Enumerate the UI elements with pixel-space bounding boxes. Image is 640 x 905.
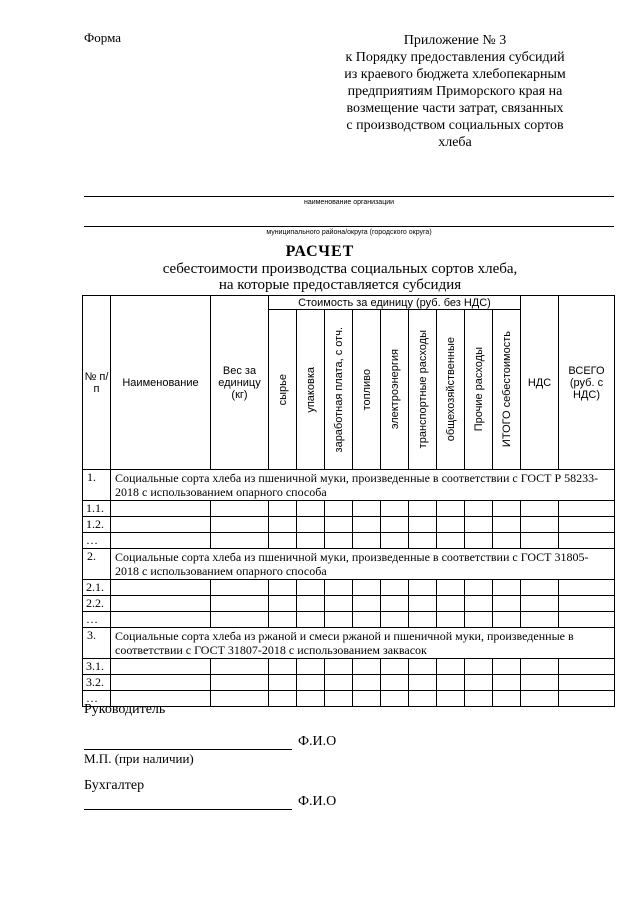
table-cell[interactable] — [409, 612, 437, 628]
col-name-header — [111, 296, 211, 470]
appendix-line: к Порядку предоставления субсидий — [345, 50, 565, 65]
accountant-signature-line[interactable] — [84, 809, 292, 810]
table-cell[interactable] — [111, 612, 211, 628]
table-cell[interactable] — [269, 501, 297, 517]
table-cell[interactable] — [465, 517, 493, 533]
col-num-header — [83, 296, 111, 470]
appendix-block — [330, 32, 580, 151]
cost-col-label: электроэнергия — [388, 349, 401, 430]
table-cell[interactable] — [559, 517, 615, 533]
cost-col-header — [409, 310, 437, 470]
table-row — [83, 517, 615, 533]
table-cell[interactable] — [211, 501, 269, 517]
table-cell[interactable] — [381, 501, 409, 517]
cost-col-label: транспортные расходы — [416, 330, 429, 449]
table-row — [83, 533, 615, 549]
organization-caption: наименование организации — [303, 199, 395, 206]
table-cell[interactable] — [493, 517, 521, 533]
col-name-label: Наименование — [122, 376, 199, 389]
table-cell[interactable] — [521, 691, 559, 707]
table-cell[interactable] — [381, 517, 409, 533]
appendix-line: предприятиям Приморского края на — [347, 84, 563, 99]
table-cell[interactable] — [493, 501, 521, 517]
table-cell[interactable] — [493, 596, 521, 612]
cost-col-header — [465, 310, 493, 470]
accountant-fio: Ф.И.О — [298, 794, 337, 809]
table-cell[interactable] — [381, 691, 409, 707]
appendix-line: с производством социальных сортов — [346, 118, 564, 133]
table-cell[interactable] — [211, 691, 269, 707]
table-cell[interactable] — [409, 533, 437, 549]
row-num: 1.1. — [83, 501, 111, 517]
table-cell[interactable] — [269, 691, 297, 707]
table-cell[interactable] — [437, 580, 465, 596]
table-cell[interactable] — [559, 691, 615, 707]
table-cell[interactable] — [409, 501, 437, 517]
cost-group-label: Стоимость за единицу (руб. без НДС) — [298, 296, 491, 309]
col-weight-header — [211, 296, 269, 470]
section-num: 2. — [83, 549, 111, 580]
form-label: Форма — [84, 30, 121, 45]
table-cell[interactable] — [211, 675, 269, 691]
table-cell[interactable] — [353, 596, 381, 612]
table-cell[interactable] — [211, 517, 269, 533]
table-cell[interactable] — [111, 533, 211, 549]
table-cell[interactable] — [521, 612, 559, 628]
col-total-header — [559, 296, 615, 470]
table-cell[interactable] — [381, 580, 409, 596]
cost-col-header — [297, 310, 325, 470]
document-title: РАСЧЕТ — [285, 243, 355, 260]
table-cell[interactable] — [269, 659, 297, 675]
cost-col-header — [437, 310, 465, 470]
table-row — [83, 501, 615, 517]
table-cell[interactable] — [493, 612, 521, 628]
table-cell[interactable] — [325, 517, 353, 533]
table-cell[interactable] — [465, 659, 493, 675]
table-cell[interactable] — [493, 659, 521, 675]
section-text: Социальные сорта хлеба из пшеничной муки, произведенные в соответствии с ГОСТ 31805-2018 с использованием опарного способа — [111, 549, 615, 580]
table-cell[interactable] — [353, 675, 381, 691]
row-num: 3.1. — [83, 659, 111, 675]
table-cell[interactable] — [269, 612, 297, 628]
table-cell[interactable] — [381, 596, 409, 612]
cost-col-header — [381, 310, 409, 470]
head-signature-line[interactable] — [84, 749, 292, 750]
table-cell[interactable] — [325, 659, 353, 675]
table-cell[interactable] — [297, 659, 325, 675]
table-cell[interactable] — [465, 691, 493, 707]
table-row — [83, 659, 615, 675]
cost-col-label: сырье — [276, 373, 289, 406]
table-cell[interactable] — [409, 580, 437, 596]
table-cell[interactable] — [211, 612, 269, 628]
table-cell[interactable] — [325, 533, 353, 549]
table-cell[interactable] — [325, 612, 353, 628]
appendix-line: Приложение № 3 — [403, 33, 507, 48]
table-cell[interactable] — [211, 533, 269, 549]
table-cell[interactable] — [297, 501, 325, 517]
table-cell[interactable] — [437, 659, 465, 675]
table-cell[interactable] — [381, 675, 409, 691]
table-cell[interactable] — [409, 675, 437, 691]
table-cell[interactable] — [521, 501, 559, 517]
row-num: … — [83, 533, 111, 549]
table-cell[interactable] — [325, 501, 353, 517]
district-field-line — [84, 226, 614, 227]
row-num: 2.2. — [83, 596, 111, 612]
col-num-label: № п/п — [84, 370, 109, 395]
table-cell[interactable] — [353, 533, 381, 549]
table-cell[interactable] — [437, 533, 465, 549]
table-cell[interactable] — [269, 596, 297, 612]
table-cell[interactable] — [269, 533, 297, 549]
table-cell[interactable] — [269, 675, 297, 691]
cost-col-label: топливо — [360, 368, 373, 411]
table-cell[interactable] — [325, 596, 353, 612]
cost-col-label: заработная плата, с отч. — [332, 326, 345, 453]
cost-col-header — [353, 310, 381, 470]
table-cell[interactable] — [381, 533, 409, 549]
head-label: Руководитель — [84, 702, 166, 717]
table-cell[interactable] — [559, 501, 615, 517]
table-cell[interactable] — [465, 612, 493, 628]
cost-col-label: общехозяйственные — [444, 337, 457, 442]
appendix-line: хлеба — [438, 135, 472, 150]
table-cell[interactable] — [211, 659, 269, 675]
table-cell[interactable] — [521, 533, 559, 549]
table-cell[interactable] — [353, 580, 381, 596]
table-cell[interactable] — [493, 533, 521, 549]
table-cell[interactable] — [521, 675, 559, 691]
table-cell[interactable] — [325, 580, 353, 596]
table-cell[interactable] — [465, 596, 493, 612]
row-num: … — [83, 612, 111, 628]
table-cell[interactable] — [409, 517, 437, 533]
col-vat-label: НДС — [527, 376, 552, 389]
cost-group-header — [269, 296, 521, 310]
appendix-line: возмещение части затрат, связанных — [346, 101, 564, 116]
table-cell[interactable] — [297, 675, 325, 691]
table-cell[interactable] — [521, 596, 559, 612]
table-cell[interactable] — [381, 612, 409, 628]
table-cell[interactable] — [559, 596, 615, 612]
table-cell[interactable] — [437, 675, 465, 691]
table-cell[interactable] — [111, 501, 211, 517]
table-cell[interactable] — [437, 596, 465, 612]
table-cell[interactable] — [297, 612, 325, 628]
table-cell[interactable] — [111, 596, 211, 612]
head-fio: Ф.И.О — [298, 734, 337, 749]
row-num: 3.2. — [83, 675, 111, 691]
table-cell[interactable] — [521, 580, 559, 596]
table-cell[interactable] — [409, 691, 437, 707]
cost-col-header — [493, 310, 521, 470]
table-cell[interactable] — [559, 675, 615, 691]
row-num: 1.2. — [83, 517, 111, 533]
table-row — [83, 580, 615, 596]
table-row — [83, 612, 615, 628]
cost-table — [82, 295, 615, 707]
table-cell[interactable] — [437, 501, 465, 517]
table-cell[interactable] — [353, 517, 381, 533]
table-cell[interactable] — [353, 691, 381, 707]
table-cell[interactable] — [437, 691, 465, 707]
table-cell[interactable] — [297, 533, 325, 549]
row-num: … — [83, 691, 111, 707]
table-cell[interactable] — [211, 580, 269, 596]
table-row — [83, 675, 615, 691]
table-cell[interactable] — [269, 517, 297, 533]
table-cell[interactable] — [521, 517, 559, 533]
cost-col-label: упаковка — [304, 366, 317, 413]
table-cell[interactable] — [111, 580, 211, 596]
district-caption: муниципального района/округа (городского округа) — [266, 229, 432, 236]
subtitle-line: на которые предоставляется субсидия — [218, 277, 462, 293]
cost-col-header — [269, 310, 297, 470]
table-cell[interactable] — [465, 580, 493, 596]
col-total-label: ВСЕГО (руб. с НДС) — [568, 364, 605, 401]
table-cell[interactable] — [559, 580, 615, 596]
cost-col-header — [325, 310, 353, 470]
stamp-note: М.П. (при наличии) — [84, 751, 194, 766]
section-text: Социальные сорта хлеба из ржаной и смеси ржаной и пшеничной муки, произведенные в соответствии с ГОСТ 31807-2018 с использованием заквасок — [111, 628, 615, 659]
row-num: 2.1. — [83, 580, 111, 596]
table-cell[interactable] — [409, 596, 437, 612]
table-cell[interactable] — [409, 659, 437, 675]
cost-col-label: ИТОГО себестоимость — [500, 331, 513, 448]
table-cell[interactable] — [297, 596, 325, 612]
appendix-line: из краевого бюджета хлебопекарным — [344, 67, 566, 82]
table-cell[interactable] — [493, 675, 521, 691]
table-cell[interactable] — [297, 517, 325, 533]
col-vat-header — [521, 296, 559, 470]
table-cell[interactable] — [325, 691, 353, 707]
table-cell[interactable] — [353, 612, 381, 628]
table-cell[interactable] — [353, 501, 381, 517]
section-text: Социальные сорта хлеба из пшеничной муки, произведенные в соответствии с ГОСТ Р 58233-2018 с использованием опарного способа — [111, 470, 615, 501]
table-cell[interactable] — [559, 612, 615, 628]
table-cell[interactable] — [111, 517, 211, 533]
table-cell[interactable] — [269, 580, 297, 596]
table-cell[interactable] — [521, 659, 559, 675]
organization-field-line — [84, 196, 614, 197]
document-subtitle — [150, 261, 530, 293]
table-cell[interactable] — [437, 517, 465, 533]
table-cell[interactable] — [465, 533, 493, 549]
table-cell[interactable] — [559, 659, 615, 675]
table-cell[interactable] — [381, 659, 409, 675]
table-cell[interactable] — [559, 533, 615, 549]
cost-col-label: Прочие расходы — [472, 347, 485, 432]
table-cell[interactable] — [297, 691, 325, 707]
section-num: 3. — [83, 628, 111, 659]
section-num: 1. — [83, 470, 111, 501]
subtitle-line: себестоимости производства социальных сортов хлеба, — [162, 261, 518, 277]
table-cell[interactable] — [353, 659, 381, 675]
table-cell[interactable] — [111, 659, 211, 675]
table-row — [83, 596, 615, 612]
table-cell[interactable] — [325, 675, 353, 691]
table-cell[interactable] — [211, 596, 269, 612]
accountant-label: Бухгалтер — [84, 778, 145, 793]
table-cell[interactable] — [493, 691, 521, 707]
col-weight-label: Вес за единицу (кг) — [218, 364, 261, 401]
table-cell[interactable] — [111, 675, 211, 691]
table-cell[interactable] — [465, 501, 493, 517]
table-cell[interactable] — [465, 675, 493, 691]
table-cell[interactable] — [493, 580, 521, 596]
table-cell[interactable] — [297, 580, 325, 596]
table-cell[interactable] — [437, 612, 465, 628]
